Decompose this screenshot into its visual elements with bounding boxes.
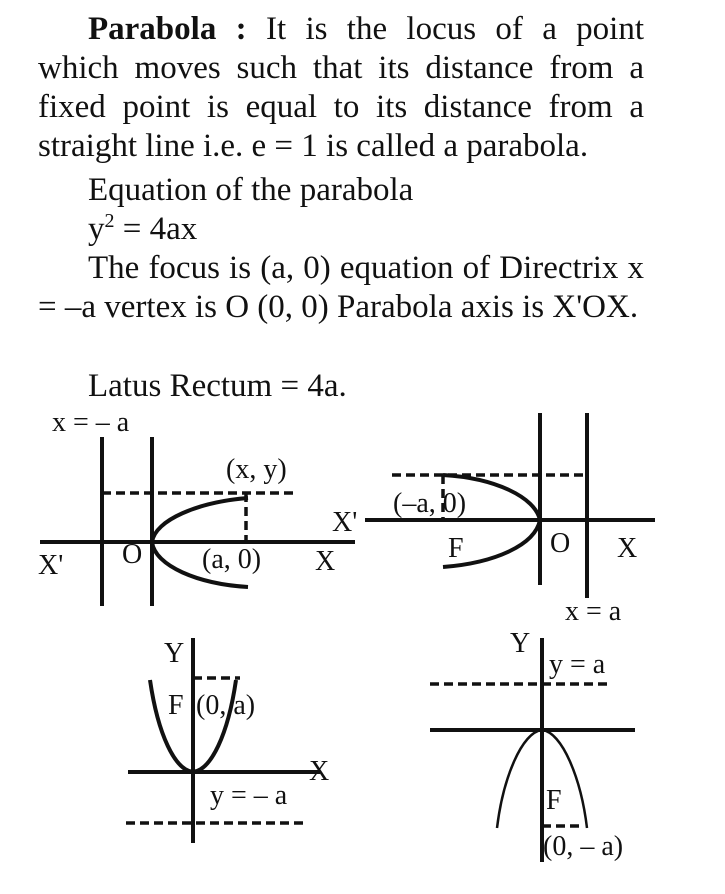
x-pos-label: X [617, 533, 638, 564]
directrix-label: x = – a [52, 407, 130, 438]
directrix-label: y = a [549, 649, 606, 680]
equation-exponent: 2 [104, 210, 115, 232]
y-axis-label: Y [164, 638, 185, 669]
diagram-down-opening [430, 628, 635, 862]
origin-label: O [550, 528, 571, 559]
focus-coord-label: (0, a) [196, 690, 256, 721]
focus-label: F [546, 785, 562, 816]
definition-title: Parabola : [88, 11, 247, 47]
focus-label: (a, 0) [202, 544, 262, 575]
y-axis-label: Y [510, 628, 531, 659]
directrix-label: x = a [565, 596, 622, 627]
diagram-right-opening [38, 407, 358, 606]
focus-coord-label: (0, – a) [543, 831, 624, 862]
focus-coord-label: (–a, 0) [393, 488, 467, 519]
latus-rectum-line: Latus Rectum = 4a. [88, 368, 347, 404]
focus-paragraph: The focus is (a, 0) equation of Directrix x = –a vertex is O (0, 0) Parabola axis is X'OX. [38, 250, 644, 325]
equation-base: y [88, 211, 105, 247]
origin-label: O [122, 539, 143, 570]
equation-heading: Equation of the parabola [88, 172, 414, 208]
directrix-label: y = – a [210, 780, 288, 811]
x-neg-label: X' [332, 507, 358, 538]
equation-rest: = 4ax [114, 211, 198, 247]
diagram-up-opening [126, 638, 329, 843]
x-pos-label: X [309, 756, 330, 787]
point-label: (x, y) [226, 454, 287, 485]
x-neg-label: X' [38, 550, 64, 581]
focus-label: F [448, 533, 464, 564]
diagram-left-opening [332, 413, 655, 627]
x-pos-label: X [315, 546, 336, 577]
focus-label: F [168, 690, 184, 721]
definition-body: It is the locus of a point which moves such that its distance from a fixed point is equal to its distance from a straight line i.e. e = 1 is called a parabola. [38, 11, 644, 164]
